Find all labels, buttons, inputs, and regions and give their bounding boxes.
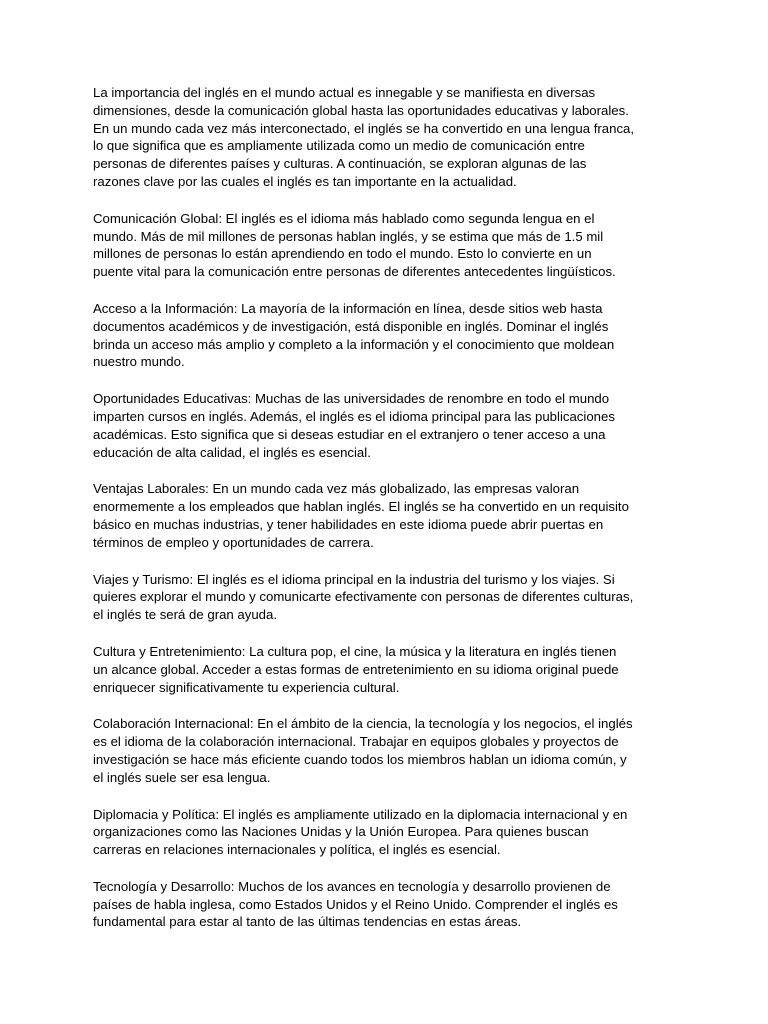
text-line: el inglés te será de gran ayuda. xyxy=(93,607,278,623)
text-line: organizaciones como las Naciones Unidas y la Unión Europea. Para quienes buscan xyxy=(93,824,589,840)
text-line: nuestro mundo. xyxy=(93,354,185,370)
text-line: Tecnología y Desarrollo: Muchos de los avances en tecnología y desarrollo provienen de xyxy=(93,878,611,894)
paragraph-cultura-entretenimiento xyxy=(93,643,693,696)
text-line: enriquecer significativamente tu experiencia cultural. xyxy=(93,679,400,695)
document-body xyxy=(93,84,693,950)
text-line: términos de empleo y oportunidades de carrera. xyxy=(93,534,374,550)
text-line: un alcance global. Acceder a estas formas de entretenimiento en su idioma original puede xyxy=(93,661,619,677)
text-line: razones clave por las cuales el inglés es tan importante en la actualidad. xyxy=(93,173,517,189)
text-line: Colaboración Internacional: En el ámbito de la ciencia, la tecnología y los negocios, el inglés xyxy=(93,716,633,732)
paragraph-comunicacion-global xyxy=(93,210,693,281)
text-line: Comunicación Global: El inglés es el idioma más hablado como segunda lengua en el xyxy=(93,210,595,226)
text-line: educación de alta calidad, el inglés es esencial. xyxy=(93,444,371,460)
text-line: brinda un acceso más amplio y completo a la información y el conocimiento que moldean xyxy=(93,336,615,352)
text-line: En un mundo cada vez más interconectado, el inglés se ha convertido en una lengua franca, xyxy=(93,120,635,136)
text-line: es el idioma de la colaboración internacional. Trabajar en equipos globales y proyectos de xyxy=(93,734,619,750)
text-line: países de habla inglesa, como Estados Unidos y el Reino Unido. Comprender el inglés es xyxy=(93,896,618,912)
text-line: personas de diferentes países y culturas. A continuación, se exploran algunas de las xyxy=(93,156,587,172)
text-line: lo que significa que es ampliamente utilizada como un medio de comunicación entre xyxy=(93,138,585,154)
text-line: millones de personas lo están aprendiendo en todo el mundo. Esto lo convierte en un xyxy=(93,246,592,262)
paragraph-diplomacia-politica xyxy=(93,806,693,859)
text-line: quieres explorar el mundo y comunicarte efectivamente con personas de diferentes culturas, xyxy=(93,589,634,605)
text-line: Cultura y Entretenimiento: La cultura pop, el cine, la música y la literatura en inglés tienen xyxy=(93,643,617,659)
text-line: Diplomacia y Política: El inglés es ampliamente utilizado en la diplomacia internacional y en xyxy=(93,806,628,822)
paragraph-ventajas-laborales xyxy=(93,480,693,551)
text-line: dimensiones, desde la comunicación global hasta las oportunidades educativas y laborales. xyxy=(93,102,629,118)
text-line: fundamental para estar al tanto de las últimas tendencias en estas áreas. xyxy=(93,914,522,930)
paragraph-colaboracion-internacional xyxy=(93,715,693,786)
text-line: La importancia del inglés en el mundo actual es innegable y se manifiesta en diversas xyxy=(93,85,596,100)
text-line: Ventajas Laborales: En un mundo cada vez más globalizado, las empresas valoran xyxy=(93,481,580,497)
text-line: enormemente a los empleados que hablan inglés. El inglés se ha convertido en un requisito xyxy=(93,499,629,515)
paragraph-oportunidades-educativas xyxy=(93,390,693,461)
text-line: académicas. Esto significa que si deseas estudiar en el extranjero o tener acceso a una xyxy=(93,426,606,442)
text-line: el inglés suele ser esa lengua. xyxy=(93,769,271,785)
paragraph-intro xyxy=(93,84,693,191)
text-line: imparten cursos en inglés. Además, el inglés es el idioma principal para las publicaciones xyxy=(93,408,615,424)
paragraph-tecnologia-desarrollo xyxy=(93,878,693,931)
text-line: Acceso a la Información: La mayoría de la información en línea, desde sitios web hasta xyxy=(93,300,603,316)
paragraph-viajes-turismo xyxy=(93,571,693,624)
text-line: mundo. Más de mil millones de personas hablan inglés, y se estima que más de 1.5 mil xyxy=(93,228,604,244)
text-line: básico en muchas industrias, y tener habilidades en este idioma puede abrir puertas en xyxy=(93,516,604,532)
text-line: Oportunidades Educativas: Muchas de las universidades de renombre en todo el mundo xyxy=(93,391,610,407)
text-line: investigación se hace más eficiente cuando todos los miembros hablan un idioma común, y xyxy=(93,751,627,767)
paragraph-acceso-informacion xyxy=(93,300,693,371)
text-line: carreras en relaciones internacionales y política, el inglés es esencial. xyxy=(93,842,501,858)
text-line: documentos académicos y de investigación, está disponible en inglés. Dominar el inglés xyxy=(93,318,609,334)
text-line: puente vital para la comunicación entre personas de diferentes antecedentes lingüísticos. xyxy=(93,264,616,280)
text-line: Viajes y Turismo: El inglés es el idioma principal en la industria del turismo y los viajes. Si xyxy=(93,571,615,587)
